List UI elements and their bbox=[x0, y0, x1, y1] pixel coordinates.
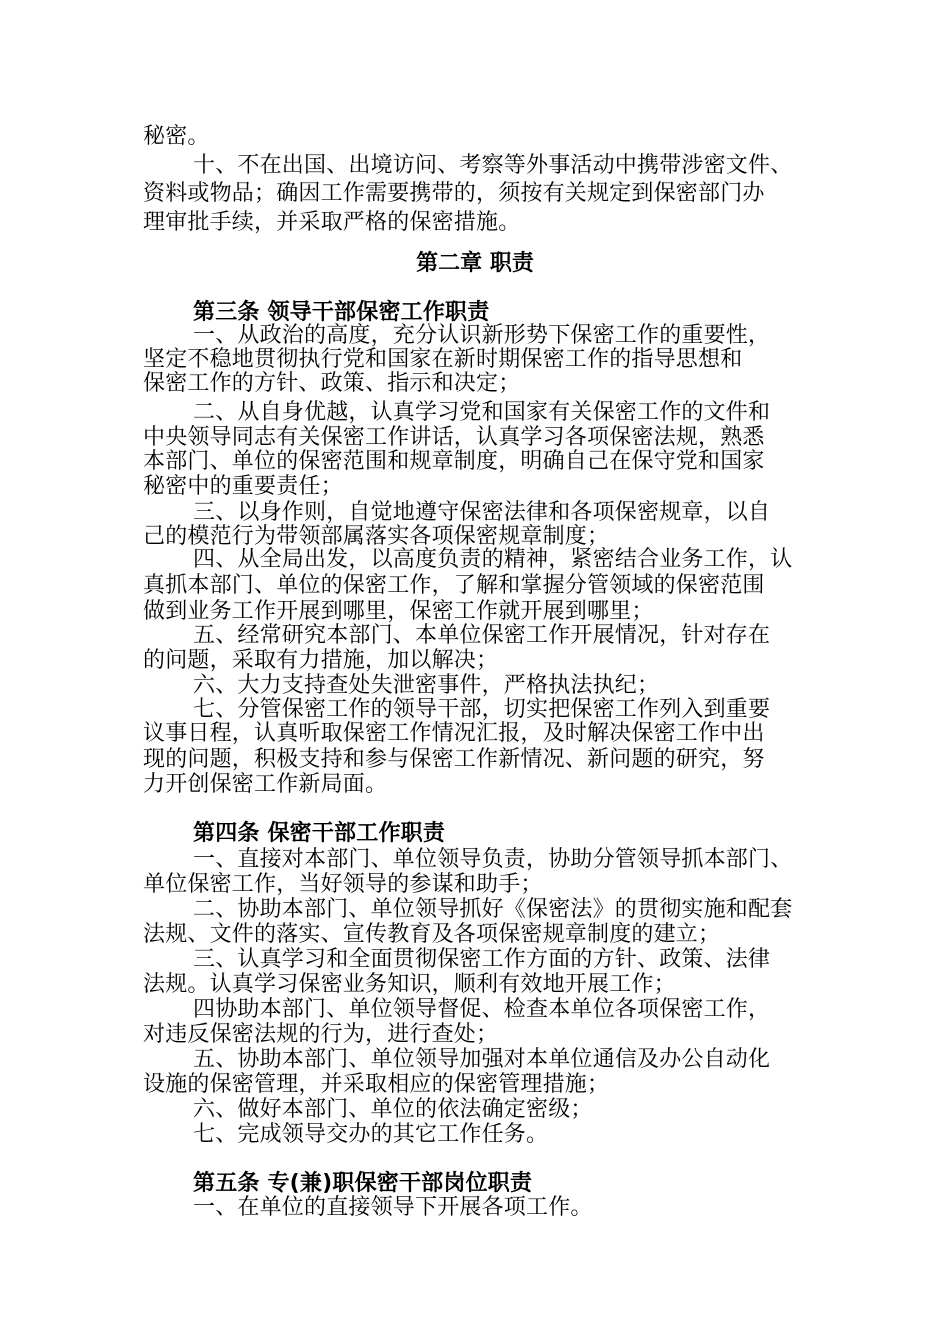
text-line: 四、从全局出发，以高度负责的精神，紧密结合业务工作，认 bbox=[193, 547, 793, 572]
text-line: 一、在单位的直接领导下开展各项工作。 bbox=[193, 1195, 593, 1220]
text-line: 二、从自身优越，认真学习党和国家有关保密工作的文件和 bbox=[193, 400, 771, 425]
text-line: 七、完成领导交办的其它工作任务。 bbox=[193, 1122, 549, 1147]
text-line: 秘密。 bbox=[143, 124, 210, 149]
text-line: 的问题，采取有力措施，加以解决； bbox=[143, 648, 499, 673]
text-line: 坚定不稳地贯彻执行党和国家在新时期保密工作的指导思想和 bbox=[143, 347, 743, 372]
text-line: 对违反保密法规的行为，进行查处； bbox=[143, 1022, 499, 1047]
text-line: 十、不在出国、出境访问、考察等外事活动中携带涉密文件、 bbox=[193, 153, 793, 178]
chapter-title: 第二章 职责 bbox=[416, 251, 534, 276]
text-line: 议事日程，认真听取保密工作情况汇报，及时解决保密工作中出 bbox=[143, 721, 765, 746]
text-line: 五、协助本部门、单位领导加强对本单位通信及办公自动化 bbox=[193, 1047, 771, 1072]
text-line: 法规。认真学习保密业务知识，顺利有效地开展工作； bbox=[143, 972, 676, 997]
text-line: 理审批手续，并采取严格的保密措施。 bbox=[143, 210, 521, 235]
text-line: 现的问题，积极支持和参与保密工作新情况、新问题的研究，努 bbox=[143, 747, 765, 772]
article-heading: 第五条 专(兼)职保密干部岗位职责 bbox=[193, 1171, 533, 1196]
text-line: 二、协助本部门、单位领导抓好《保密法》的贯彻实施和配套 bbox=[193, 897, 793, 922]
text-line: 一、直接对本部门、单位领导负责，协助分管领导抓本部门、 bbox=[193, 847, 793, 872]
text-line: 中央领导同志有关保密工作讲话，认真学习各项保密法规，熟悉 bbox=[143, 425, 765, 450]
text-line: 秘密中的重要责任； bbox=[143, 474, 343, 499]
text-line: 五、经常研究本部门、本单位保密工作开展情况，针对存在 bbox=[193, 623, 771, 648]
text-line: 六、大力支持查处失泄密事件，严格执法执纪； bbox=[193, 673, 660, 698]
text-line: 四协助本部门、单位领导督促、检查本单位各项保密工作， bbox=[193, 997, 771, 1022]
text-line: 六、做好本部门、单位的依法确定密级； bbox=[193, 1097, 593, 1122]
text-line: 三、认真学习和全面贯彻保密工作方面的方针、政策、法律 bbox=[193, 947, 771, 972]
text-line: 真抓本部门、单位的保密工作，了解和掌握分管领域的保密范围 bbox=[143, 573, 765, 598]
text-line: 一、从政治的高度，充分认识新形势下保密工作的重要性， bbox=[193, 323, 771, 348]
text-line: 单位保密工作，当好领导的参谋和助手； bbox=[143, 872, 543, 897]
text-line: 本部门、单位的保密范围和规章制度，明确自己在保守党和国家 bbox=[143, 449, 765, 474]
text-line: 七、分管保密工作的领导干部，切实把保密工作列入到重要 bbox=[193, 697, 771, 722]
text-line: 三、以身作则，自觉地遵守保密法律和各项保密规章，以自 bbox=[193, 500, 771, 525]
text-line: 法规、文件的落实、宣传教育及各项保密规章制度的建立； bbox=[143, 922, 721, 947]
text-line: 资料或物品；确因工作需要携带的，须按有关规定到保密部门办 bbox=[143, 181, 765, 206]
text-line: 设施的保密管理，并采取相应的保密管理措施； bbox=[143, 1072, 610, 1097]
article-heading: 第三条 领导干部保密工作职责 bbox=[193, 300, 490, 325]
text-line: 己的模范行为带领部属落实各项保密规章制度； bbox=[143, 524, 610, 549]
text-line: 保密工作的方针、政策、指示和决定； bbox=[143, 371, 521, 396]
article-heading: 第四条 保密干部工作职责 bbox=[193, 821, 446, 846]
text-line: 做到业务工作开展到哪里，保密工作就开展到哪里； bbox=[143, 599, 654, 624]
text-line: 力开创保密工作新局面。 bbox=[143, 772, 388, 797]
